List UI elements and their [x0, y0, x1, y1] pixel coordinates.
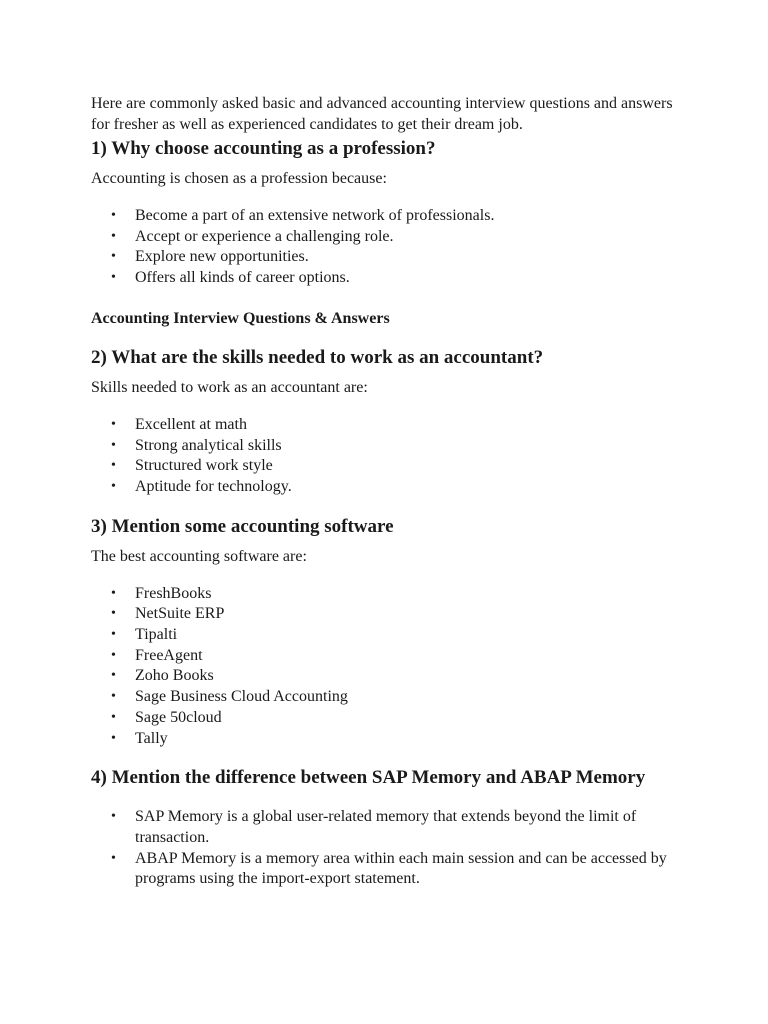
- question-4-list: [91, 807, 681, 890]
- list-item: • SAP Memory is a global user-related memory that extends beyond the limit of transaction.: [91, 807, 681, 848]
- list-item: • Zoho Books: [91, 666, 681, 687]
- question-1-heading: 1) Why choose accounting as a profession?: [91, 138, 436, 159]
- list-item: • FreshBooks: [91, 584, 681, 605]
- list-item: • Aptitude for technology.: [91, 477, 681, 498]
- question-2-lead: Skills needed to work as an accountant are:: [91, 378, 368, 396]
- list-item: • ABAP Memory is a memory area within each main session and can be accessed by programs using the import-export statement.: [91, 849, 681, 890]
- section-subheading: Accounting Interview Questions & Answers: [91, 309, 390, 327]
- list-item: • Accept or experience a challenging role.: [91, 227, 681, 248]
- list-item: • Offers all kinds of career options.: [91, 268, 681, 289]
- question-2-heading: 2) What are the skills needed to work as an accountant?: [91, 346, 544, 368]
- list-item: • Excellent at math: [91, 415, 681, 436]
- list-item: • Become a part of an extensive network of professionals.: [91, 206, 681, 227]
- list-item: • Sage 50cloud: [91, 708, 681, 729]
- list-item: • FreeAgent: [91, 646, 681, 667]
- intro-paragraph: Here are commonly asked basic and advanced accounting interview questions and answers for fresher as well as experienced candidates to get their dream job.: [91, 95, 673, 133]
- list-item: • Tally: [91, 729, 681, 750]
- list-item: • NetSuite ERP: [91, 604, 681, 625]
- question-3-list: [91, 584, 681, 750]
- list-item: • Explore new opportunities.: [91, 247, 681, 268]
- list-item: • Tipalti: [91, 625, 681, 646]
- list-item: • Strong analytical skills: [91, 436, 681, 457]
- list-item: • Sage Business Cloud Accounting: [91, 687, 681, 708]
- question-2-list: [91, 415, 681, 498]
- list-item: • Structured work style: [91, 456, 681, 477]
- document-page: [91, 93, 681, 890]
- question-1-list: [91, 206, 681, 289]
- question-3-lead: The best accounting software are:: [91, 547, 307, 565]
- question-4-heading: 4) Mention the difference between SAP Memory and ABAP Memory: [91, 767, 646, 789]
- question-3-heading: 3) Mention some accounting software: [91, 515, 394, 537]
- question-1-lead: Accounting is chosen as a profession because:: [91, 170, 387, 187]
